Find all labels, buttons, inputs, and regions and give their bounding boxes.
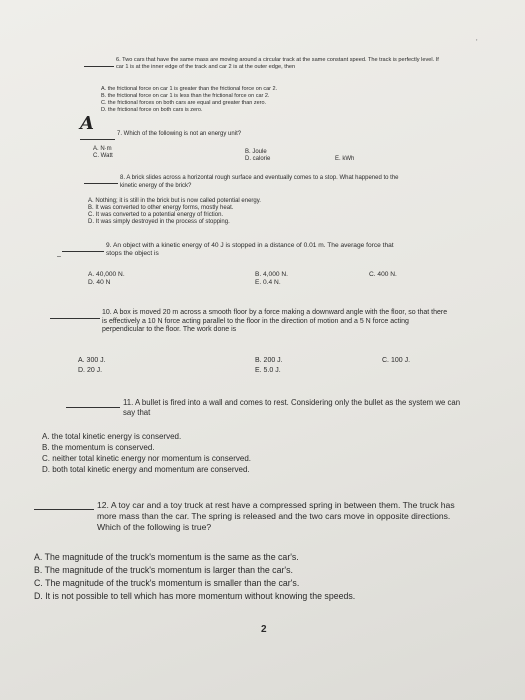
question-7-option: A. N·m: [93, 146, 112, 152]
question-7-option: C. Watt: [93, 153, 113, 159]
corner-mark: ': [476, 38, 478, 47]
question-6-option: B. the frictional force on car 1 is less than the frictional force on car 2.: [101, 93, 270, 99]
answer-blank-10[interactable]: [50, 309, 100, 319]
question-7-option: D. calorie: [245, 156, 271, 162]
question-9-option: A. 40,000 N.: [88, 271, 125, 278]
question-10-option: A. 300 J.: [78, 357, 106, 364]
answer-blank-6[interactable]: [84, 57, 114, 67]
question-10-text: 10. A box is moved 20 m across a smooth floor by a force making a downward angle with the floor, so that there is effectively a 10 N force acting parallel to the floor in the direction of motion and a 5 N force acting perpendicular to the floor. The work done is: [102, 309, 448, 333]
question-6-option: D. the frictional force on both cars is zero.: [101, 107, 203, 113]
question-11-text: 11. A bullet is fired into a wall and comes to rest. Considering only the bullet as the system we can say that: [123, 398, 461, 417]
question-9-text: 9. An object with a kinetic energy of 40 J is stopped in a distance of 0.01 m. The average force that stops the object is: [106, 242, 394, 257]
question-6: [84, 57, 444, 71]
answer-blank-9[interactable]: [62, 242, 104, 252]
question-11-option: C. neither total kinetic energy nor momentum is conserved.: [42, 454, 251, 463]
question-8-option: A. Nothing; it is still in the brick but is now called potential energy.: [88, 198, 261, 204]
question-10-option: E. 5.0 J.: [255, 367, 281, 374]
question-6-option: C. the frictional forces on both cars are equal and greater than zero.: [101, 100, 267, 106]
question-10-option: C. 100 J.: [382, 357, 411, 364]
question-7-option: E. kWh: [335, 156, 355, 162]
question-7-option: B. Joule: [245, 149, 267, 155]
question-9: [62, 242, 402, 258]
question-7: [80, 130, 380, 140]
question-12-option: B. The magnitude of the truck's momentum is larger than the car's.: [34, 565, 293, 575]
question-6-text: 6. Two cars that have the same mass are moving around a circular track at the same constant speed. The track is perfectly level. If car 1 is at the inner edge of the track and car 2 is at the outer edge, then: [116, 57, 439, 70]
question-11-option: B. the momentum is conserved.: [42, 443, 155, 452]
question-8-option: D. It was simply destroyed in the process of stopping.: [88, 219, 230, 225]
question-12-option: D. It is not possible to tell which has more momentum without knowing the speeds.: [34, 591, 356, 601]
question-10-option: D. 20 J.: [78, 367, 103, 374]
question-6-option: A. the frictional force on car 1 is greater than the frictional force on car 2.: [101, 86, 278, 92]
question-11: [66, 398, 466, 418]
question-8-option: B. It was converted to other energy forms, mostly heat.: [88, 205, 234, 211]
question-11-option: D. both total kinetic energy and momentum are conserved.: [42, 465, 250, 474]
question-7-text: 7. Which of the following is not an energy unit?: [117, 131, 242, 137]
question-9-option: D. 40 N: [88, 279, 111, 286]
question-8-option: C. It was converted to a potential energy of friction.: [88, 212, 224, 218]
margin-dash: –: [57, 253, 61, 260]
answer-blank-7[interactable]: [80, 130, 115, 140]
question-10-option: B. 200 J.: [255, 357, 283, 364]
handwritten-answer-7: A: [80, 113, 94, 134]
answer-blank-11[interactable]: [66, 398, 120, 408]
answer-blank-8[interactable]: [84, 174, 118, 184]
question-9-option: C. 400 N.: [369, 271, 397, 278]
answer-blank-12[interactable]: [34, 500, 94, 510]
question-12-text: 12. A toy car and a toy truck at rest have a compressed spring in between them. The truck has more mass than the car. The spring is released and the two cars move in opposite directions. Which of the following is true?: [97, 500, 455, 532]
question-12-option: C. The magnitude of the truck's momentum is smaller than the car's.: [34, 578, 300, 588]
question-8: [84, 174, 404, 190]
question-12-option: A. The magnitude of the truck's momentum is the same as the car's.: [34, 552, 299, 562]
page-number: 2: [261, 624, 267, 635]
question-11-option: A. the total kinetic energy is conserved.: [42, 432, 182, 441]
question-9-option: B. 4,000 N.: [255, 271, 288, 278]
question-10: [50, 309, 452, 335]
question-8-text: 8. A brick slides across a horizontal rough surface and eventually comes to a stop. What happened to the kinetic energy of the brick?: [120, 175, 399, 189]
question-9-option: E. 0.4 N.: [255, 279, 281, 286]
question-12: [34, 500, 464, 533]
